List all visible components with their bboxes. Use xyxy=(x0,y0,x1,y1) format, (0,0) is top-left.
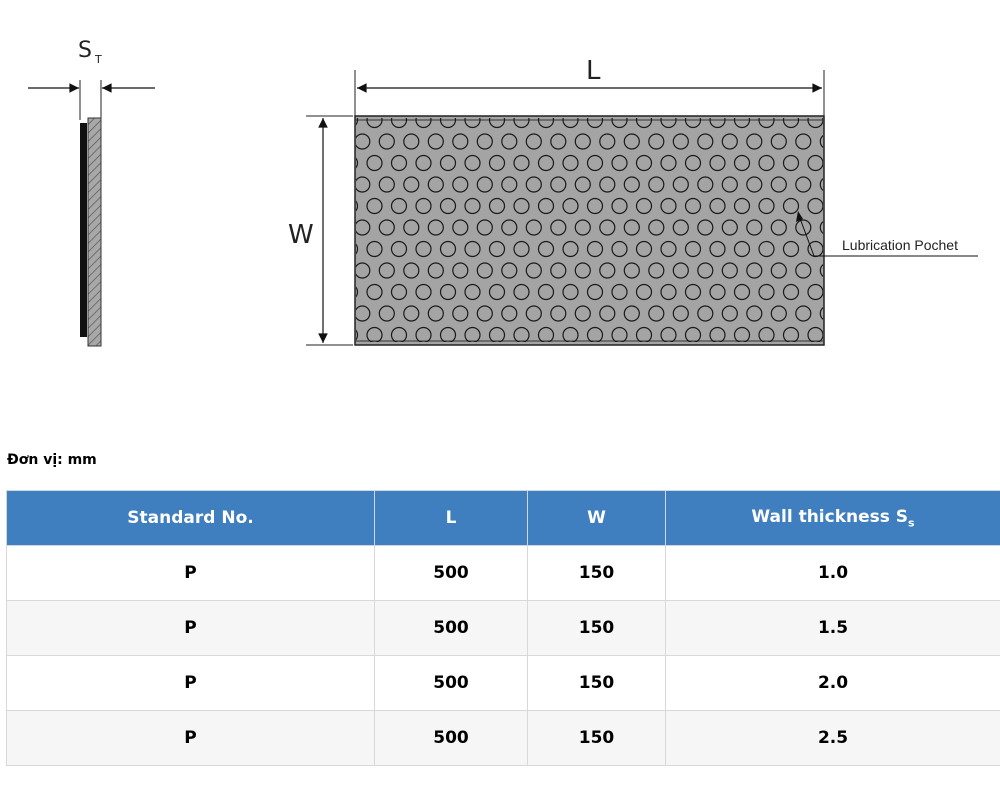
cell-standard-no: P xyxy=(7,601,375,656)
spec-table xyxy=(6,490,1000,766)
units-label: Đơn vị: mm xyxy=(7,452,97,468)
header-wall-thickness: Wall thickness $S_s$ xyxy=(666,491,1000,546)
cell-length: 500 xyxy=(375,711,528,766)
lubrication-pocket xyxy=(673,349,688,364)
lubrication-pocket xyxy=(453,349,468,364)
cell-width: 150 xyxy=(528,711,666,766)
lubrication-pocket-callout: Lubrication Pochet xyxy=(842,237,958,253)
lubrication-pocket xyxy=(624,349,639,364)
technical-drawing xyxy=(0,0,1000,380)
thickness-label: S xyxy=(78,38,92,63)
lubrication-pocket xyxy=(428,349,443,364)
table-row xyxy=(7,711,1000,766)
cell-length: 500 xyxy=(375,656,528,711)
lubrication-pocket xyxy=(820,349,835,364)
lubrication-pocket xyxy=(698,349,713,364)
lubrication-pocket xyxy=(379,349,394,364)
lubrication-pocket xyxy=(771,349,786,364)
lubrication-pocket xyxy=(477,349,492,364)
plate-view xyxy=(288,56,978,364)
thickness-subscript: T xyxy=(95,53,102,66)
header-standard-no: Standard No. xyxy=(7,491,375,546)
cell-wall-thickness: 1.5 xyxy=(666,601,1000,656)
cell-wall-thickness: 1.0 xyxy=(666,546,1000,601)
table-row xyxy=(7,546,1000,601)
cell-length: 500 xyxy=(375,601,528,656)
header-length: L xyxy=(375,491,528,546)
lubrication-pocket xyxy=(355,349,370,364)
cell-width: 150 xyxy=(528,546,666,601)
cell-width: 150 xyxy=(528,656,666,711)
table-row xyxy=(7,601,1000,656)
lubrication-pocket xyxy=(600,349,615,364)
cell-width: 150 xyxy=(528,601,666,656)
lubrication-pocket xyxy=(649,349,664,364)
cell-standard-no: P xyxy=(7,656,375,711)
lubrication-pocket xyxy=(526,349,541,364)
lubrication-pocket xyxy=(796,349,811,364)
side-view xyxy=(28,38,155,346)
lubrication-pocket xyxy=(575,349,590,364)
lubrication-pocket xyxy=(551,349,566,364)
lubrication-pocket xyxy=(747,349,762,364)
cell-standard-no: P xyxy=(7,711,375,766)
cell-standard-no: P xyxy=(7,546,375,601)
width-label: W xyxy=(288,220,314,250)
table-row xyxy=(7,656,1000,711)
header-width: W xyxy=(528,491,666,546)
lubrication-pocket xyxy=(404,349,419,364)
backing-layer xyxy=(80,123,87,337)
lubrication-pocket xyxy=(502,349,517,364)
lubrication-pocket xyxy=(722,349,737,364)
cell-wall-thickness: 2.0 xyxy=(666,656,1000,711)
table-header-row xyxy=(7,491,1000,546)
cell-length: 500 xyxy=(375,546,528,601)
length-label: L xyxy=(586,56,601,86)
sliding-layer xyxy=(88,118,101,346)
cell-wall-thickness: 2.5 xyxy=(666,711,1000,766)
